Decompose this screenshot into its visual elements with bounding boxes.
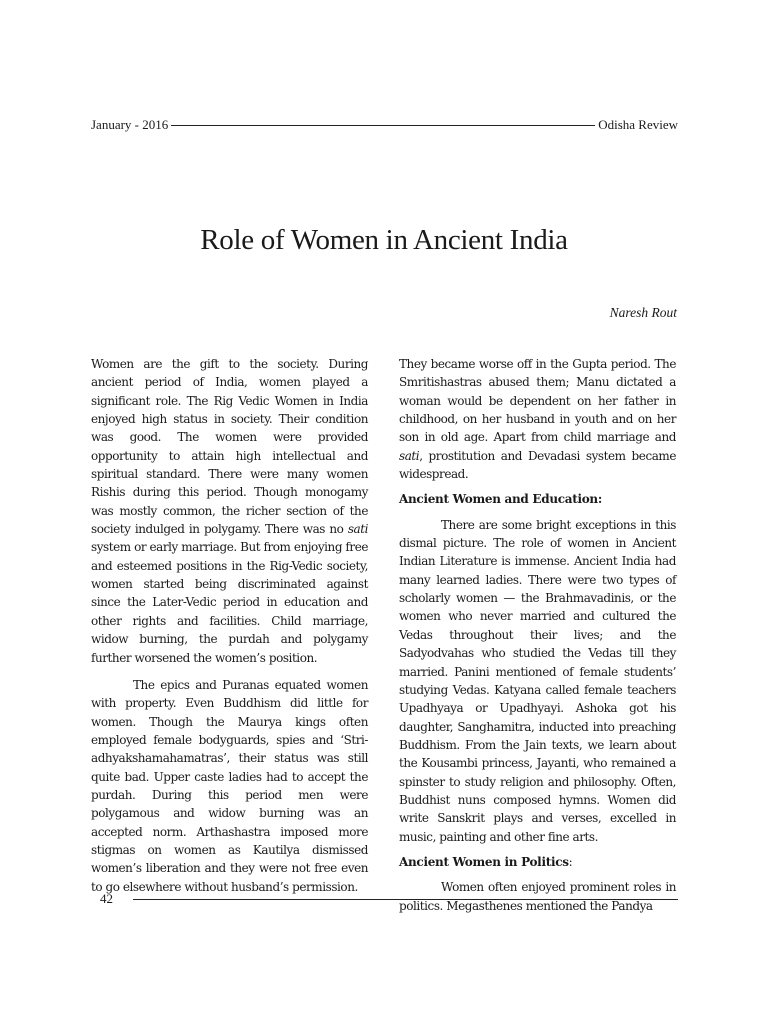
paragraph: Women often enjoyed prominent roles in politics. Megasthenes mentioned the Pandya	[399, 880, 676, 913]
article-author: Naresh Rout	[609, 305, 677, 320]
heading-text: Ancient Women in Politics	[399, 854, 569, 869]
paragraph-text: system or early marriage. But from enjoying free and esteemed positions in the Rig-Vedic society, women started being discriminated against since the Later-Vedic period in education and other rights and facilities. Child marriage, widow burning, the purdah and polygamy further worsened the women’s position.	[91, 540, 368, 665]
paragraph-text: , prostitution and Devadasi system became widespread.	[399, 448, 676, 482]
right-column	[399, 355, 676, 915]
section-heading-politics	[399, 853, 676, 871]
paragraph	[91, 355, 368, 667]
section-heading-education: Ancient Women and Education:	[399, 492, 602, 507]
emphasis-text: sati	[399, 448, 420, 463]
issue-date: January - 2016	[91, 117, 169, 132]
article-title: Role of Women in Ancient India	[200, 224, 568, 256]
paragraph: The epics and Puranas equated women with property. Even Buddhism did little for women. Though the Maurya kings often employed female bodyguards, spies and ‘Stri-adhyakshamahamatras’, their status was still quite bad. Upper caste ladies had to accept the purdah. During this period men were polygamous and widow burning was an accepted norm. Arthashastra imposed more stigmas on women as Kautilya dismissed women’s liberation and they were not free even to go elsewhere without husband’s permission.	[91, 677, 368, 894]
paragraph	[399, 355, 676, 483]
left-column	[91, 355, 368, 896]
page-footer	[100, 889, 678, 909]
journal-name: Odisha Review	[598, 117, 678, 132]
header-rule	[171, 125, 595, 126]
running-header	[91, 116, 678, 134]
paragraph: There are some bright exceptions in this dismal picture. The role of women in Ancient Indian Literature is immense. Ancient India had many learned ladies. There were two types of scholarly women — the Brahmavadinis, or the women who never married and cultured the Vedas throughout their lives; and the Sadyodvahas who studied the Vedas till they married. Panini mentioned of female students’ studying Vedas. Katyana called female teachers Upadhyaya or Upadhyayi. Ashoka got his daughter, Sanghamitra, inducted into preaching Buddhism. From the Jain texts, we learn about the Kousambi princess, Jayanti, who remained a spinster to study religion and philosophy. Often, Buddhist nuns composed hymns. Women did write Sanskrit plays and verses, excelled in music, painting and other fine arts.	[399, 517, 676, 844]
footer-rule	[133, 899, 678, 900]
paragraph-text: Women are the gift to the society. During ancient period of India, women played a significant role. The Rig Vedic Women in India enjoyed high status in society. Their condition was good. The women were provided opportunity to attain high intellectual and spiritual standard. There were many women Rishis during this period. Though monogamy was mostly common, the richer section of the society indulged in polygamy. There was no	[91, 357, 368, 537]
heading-colon: :	[568, 854, 573, 869]
emphasis-text: sati	[347, 522, 368, 537]
page-number: 42	[100, 891, 113, 906]
paragraph-text: They became worse off in the Gupta period. The Smritishastras abused them; Manu dictated a woman would be dependent on her father in childhood, on her husband in youth and on her son in old age. Apart from child marriage and	[399, 357, 676, 445]
